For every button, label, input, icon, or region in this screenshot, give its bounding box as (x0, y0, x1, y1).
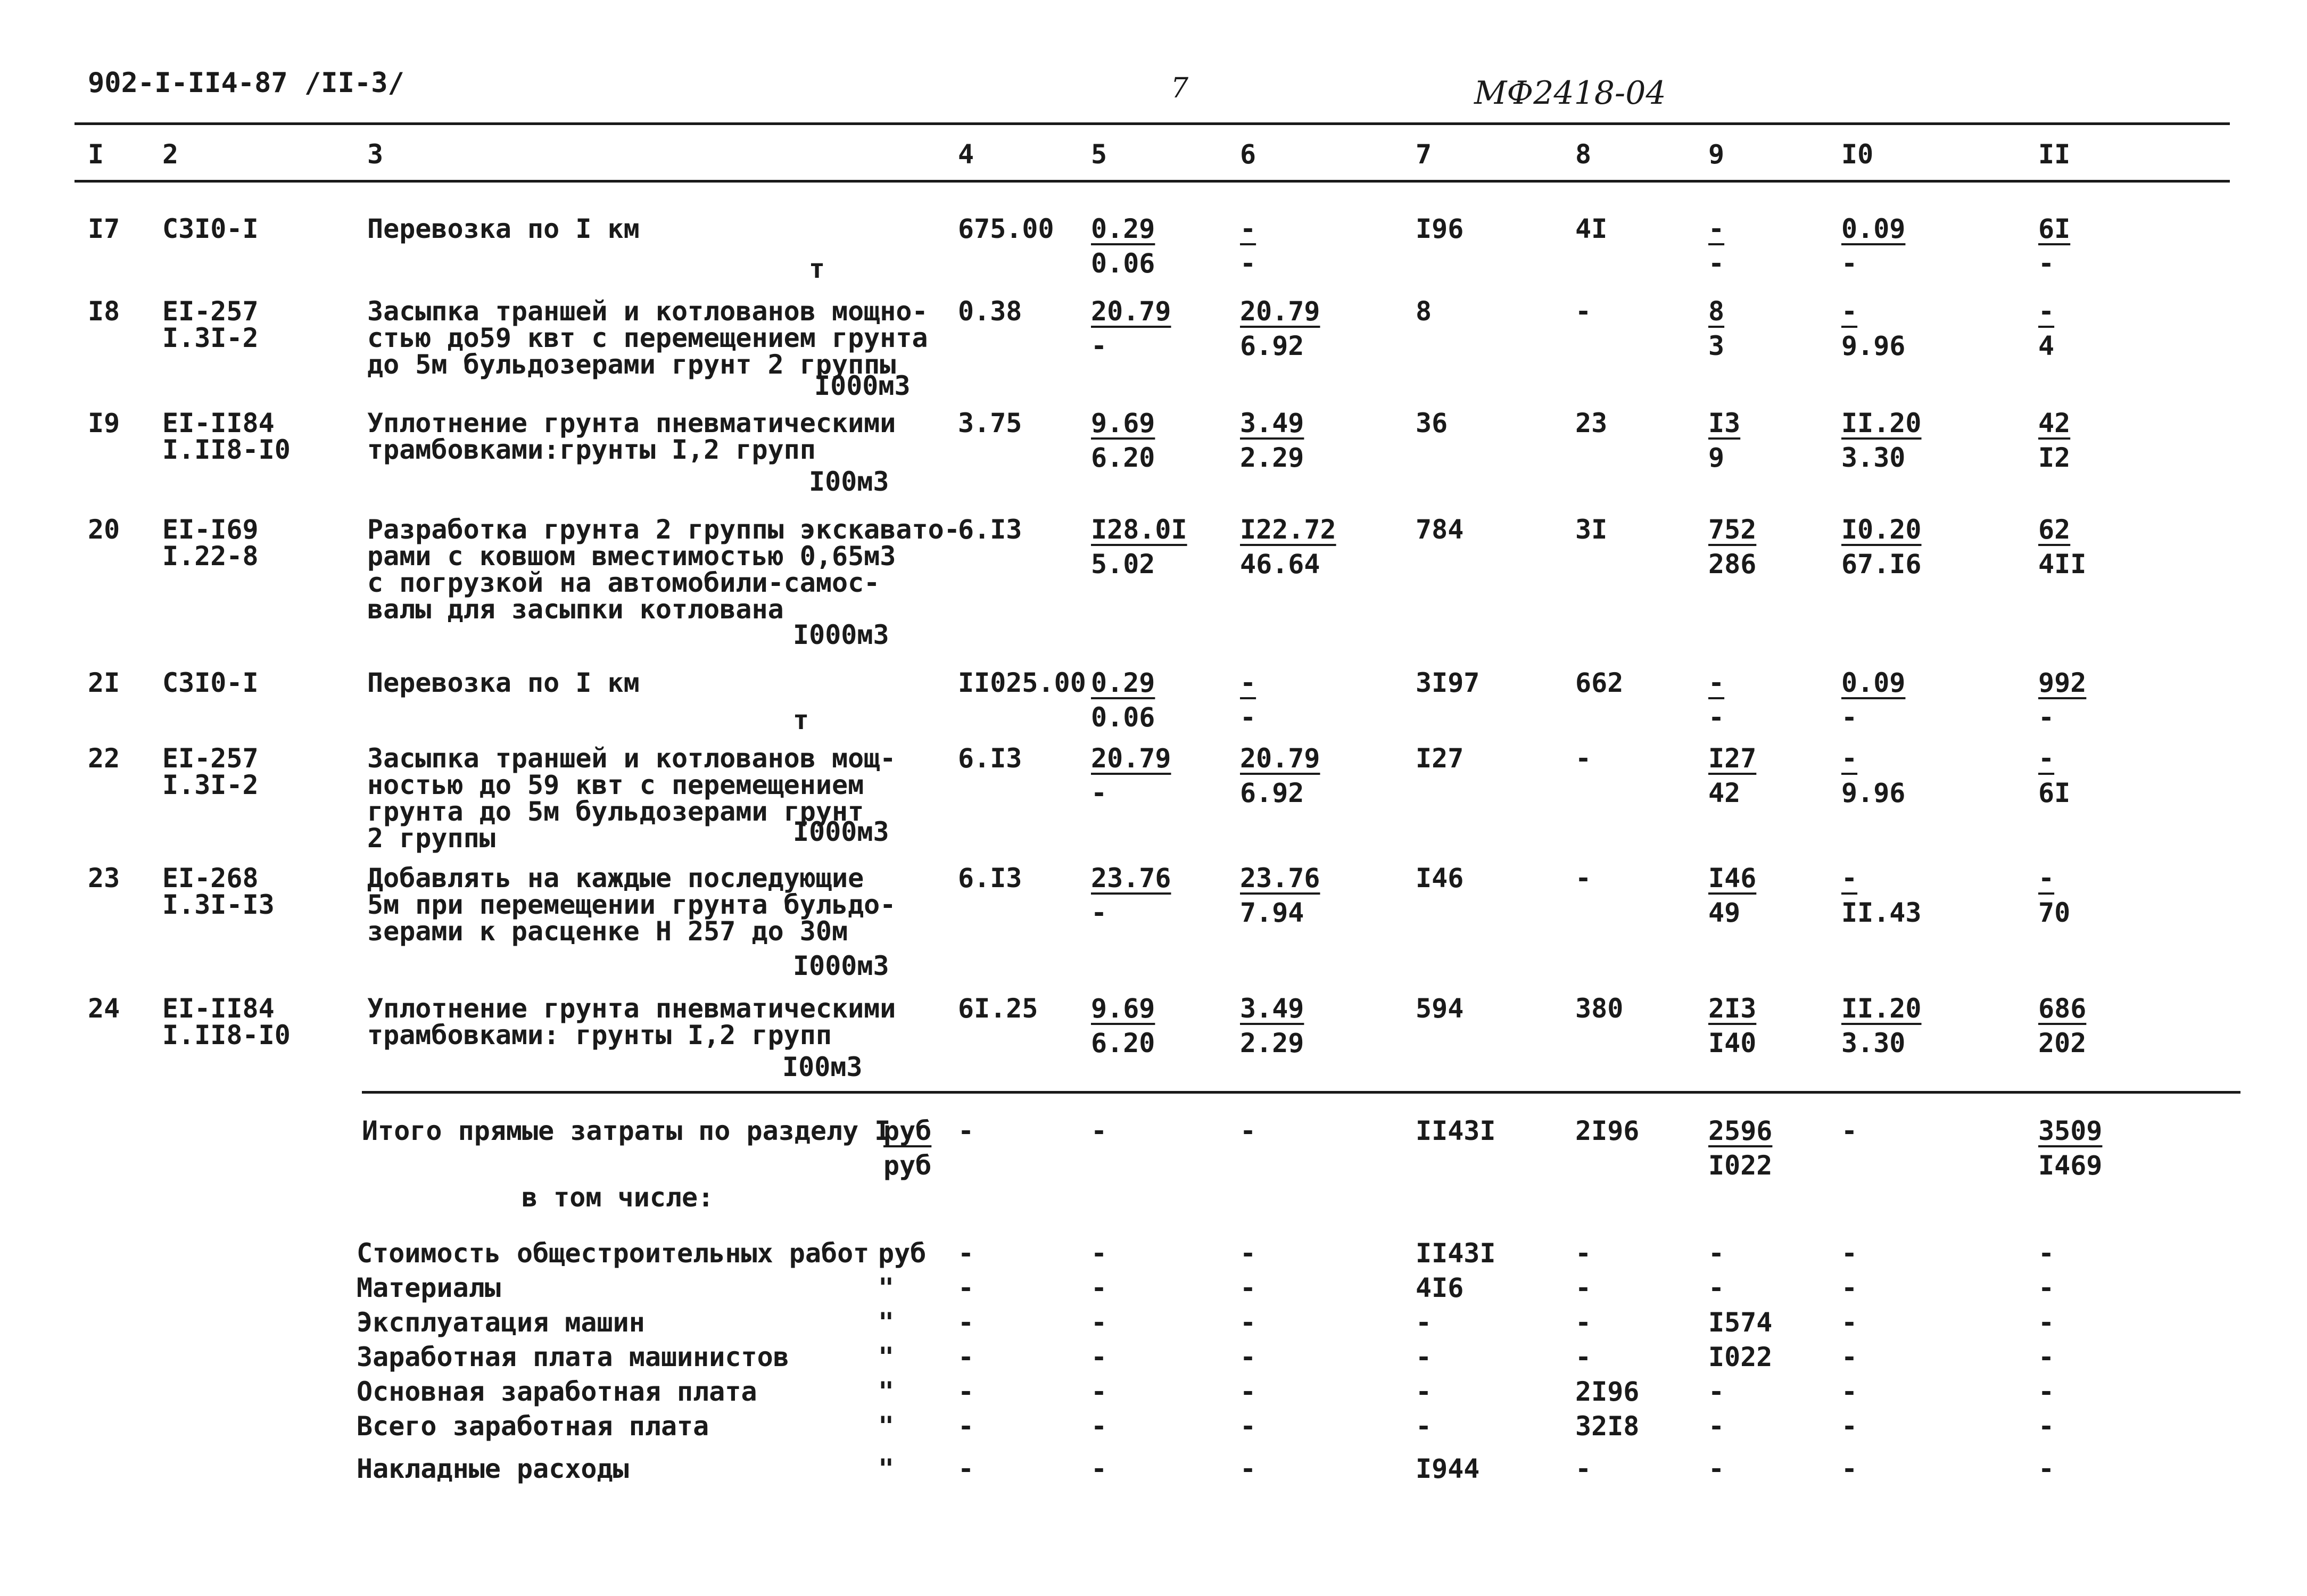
labor-unit: 0.09 (1841, 667, 1906, 698)
machinist-labor-unit: 9.96 (1841, 778, 1906, 808)
breakdown-c11: - (2038, 1453, 2055, 1484)
total-cost: 594 (1416, 993, 1464, 1024)
machine-cost: 8 (1708, 296, 1725, 327)
labor-total: 6I (2038, 213, 2071, 244)
machinist-labor-total: 6I (2038, 778, 2071, 808)
unit-of-measure: т (793, 705, 809, 735)
machinist-labor-unit: 9.96 (1841, 330, 1906, 361)
breakdown-c5: - (1091, 1272, 1107, 1303)
breakdown-c9: - (1708, 1453, 1725, 1484)
total-wage: - (1575, 296, 1592, 327)
labor-total: - (2038, 863, 2055, 894)
machinist-wage: I40 (1708, 1028, 1757, 1059)
machinist-labor-unit: II.43 (1841, 897, 1922, 928)
breakdown-unit: " (878, 1307, 895, 1338)
column-header-2: 2 (162, 139, 179, 170)
total-wage: 23 (1575, 408, 1608, 439)
unit-cost-total: 9.69 (1091, 408, 1155, 439)
breakdown-unit: руб (878, 1238, 927, 1269)
unit-machinist-wage: 6.92 (1240, 778, 1304, 808)
breakdown-c11: - (2038, 1376, 2055, 1407)
machine-cost: 2I3 (1708, 993, 1757, 1024)
breakdown-label: Заработная плата машинистов (357, 1342, 789, 1372)
machinist-wage: 42 (1708, 778, 1741, 808)
unit-cost-total: 9.69 (1091, 993, 1155, 1024)
total-c10: - (1841, 1115, 1858, 1146)
machinist-wage: 9 (1708, 442, 1725, 473)
breakdown-c10: - (1841, 1411, 1858, 1442)
breakdown-c7: I944 (1416, 1453, 1480, 1484)
unit-machine-cost: 20.79 (1240, 296, 1320, 327)
total-cost: 36 (1416, 408, 1448, 439)
labor-unit: - (1841, 743, 1858, 774)
machinist-labor-unit: 67.I6 (1841, 549, 1922, 580)
breakdown-c7: - (1416, 1376, 1432, 1407)
work-description: Перевозка по I км (367, 667, 640, 698)
handwritten-stamp: МФ2418-04 (1474, 75, 1666, 112)
breakdown-c5: - (1091, 1342, 1107, 1372)
quantity: II025.00 (958, 667, 1086, 698)
breakdown-c6: - (1240, 1307, 1256, 1338)
work-description: Уплотнение грунта пневматическими трамбовками: грунты I,2 групп (367, 993, 896, 1051)
header-bottom-rule (75, 180, 2230, 183)
breakdown-c7: - (1416, 1307, 1432, 1338)
unit-machine-cost: - (1240, 213, 1256, 244)
labor-total: 992 (2038, 667, 2087, 698)
breakdown-c8: - (1575, 1238, 1592, 1269)
unit-machine-cost: I22.72 (1240, 514, 1336, 545)
breakdown-c9: - (1708, 1238, 1725, 1269)
unit-machinist-wage: 7.94 (1240, 897, 1304, 928)
unit-of-measure: I00м3 (782, 1052, 863, 1082)
total-c8: 2I96 (1575, 1115, 1640, 1146)
header-top-rule (75, 122, 2230, 125)
breakdown-c5: - (1091, 1411, 1107, 1442)
breakdown-c5: - (1091, 1307, 1107, 1338)
unit-cost-wage: - (1091, 330, 1107, 361)
row-number: 22 (88, 743, 120, 774)
breakdown-c4: - (958, 1411, 974, 1442)
unit-cost-total: 0.29 (1091, 667, 1155, 698)
total-cost: 8 (1416, 296, 1432, 327)
machine-cost: I46 (1708, 863, 1757, 894)
breakdown-c4: - (958, 1453, 974, 1484)
row-number: I7 (88, 213, 120, 244)
breakdown-c9: - (1708, 1272, 1725, 1303)
labor-total: - (2038, 296, 2055, 327)
column-header-8: 8 (1575, 139, 1592, 170)
breakdown-c11: - (2038, 1238, 2055, 1269)
quantity: 6I.25 (958, 993, 1038, 1024)
breakdown-unit: " (878, 1411, 895, 1442)
breakdown-c8: - (1575, 1307, 1592, 1338)
breakdown-c11: - (2038, 1411, 2055, 1442)
unit-of-measure: I00м3 (809, 466, 889, 497)
machinist-wage: - (1708, 248, 1725, 279)
labor-total: 686 (2038, 993, 2087, 1024)
rate-code: С3I0-I (162, 213, 259, 244)
breakdown-unit: " (878, 1376, 895, 1407)
labor-unit: - (1841, 296, 1858, 327)
row-number: I9 (88, 408, 120, 439)
quantity: 0.38 (958, 296, 1022, 327)
total-c11: 3509 (2038, 1115, 2103, 1146)
quantity: 6.I3 (958, 863, 1022, 894)
machine-cost: 752 (1708, 514, 1757, 545)
breakdown-c11: - (2038, 1272, 2055, 1303)
unit-cost-wage: 6.20 (1091, 442, 1155, 473)
rate-code: ЕI-I69 I.22-8 (162, 514, 259, 572)
rate-code: ЕI-257 I.3I-2 (162, 296, 259, 353)
column-header-7: 7 (1416, 139, 1432, 170)
breakdown-label: Накладные расходы (357, 1453, 629, 1484)
column-header-11: II (2038, 139, 2071, 170)
breakdown-c10: - (1841, 1342, 1858, 1372)
unit-cost-wage: 0.06 (1091, 702, 1155, 733)
document-code: 902-I-II4-87 /II-3/ (88, 67, 404, 99)
work-description: Засыпка траншей и котлованов мощ- ностью до 59 квт с перемещением грунта до 5м бульдозерами грунт 2 группы (367, 743, 896, 854)
breakdown-c10: - (1841, 1307, 1858, 1338)
machinist-wage: 49 (1708, 897, 1741, 928)
unit-cost-wage: 6.20 (1091, 1028, 1155, 1059)
unit-machinist-wage: 2.29 (1240, 442, 1304, 473)
machinist-wage: 3 (1708, 330, 1725, 361)
breakdown-c9: - (1708, 1411, 1725, 1442)
breakdown-c9: - (1708, 1376, 1725, 1407)
total-cost: I27 (1416, 743, 1464, 774)
breakdown-label: Основная заработная плата (357, 1376, 757, 1407)
machine-cost: I27 (1708, 743, 1757, 774)
total-wage: 3I (1575, 514, 1608, 545)
unit-machine-cost: 3.49 (1240, 993, 1304, 1024)
machinist-labor-total: 4 (2038, 330, 2055, 361)
breakdown-c4: - (958, 1272, 974, 1303)
unit-of-measure: т (809, 253, 825, 284)
breakdown-c4: - (958, 1238, 974, 1269)
unit-machinist-wage: - (1240, 702, 1256, 733)
machine-cost: - (1708, 667, 1725, 698)
unit-cost-wage: - (1091, 778, 1107, 808)
breakdown-c7: - (1416, 1342, 1432, 1372)
breakdown-c10: - (1841, 1376, 1858, 1407)
unit-of-measure: I000м3 (793, 816, 889, 847)
unit-machinist-wage: 46.64 (1240, 549, 1320, 580)
total-wage: 4I (1575, 213, 1608, 244)
breakdown-c8: 32I8 (1575, 1411, 1640, 1442)
breakdown-unit: " (878, 1342, 895, 1372)
quantity: 675.00 (958, 213, 1054, 244)
breakdown-c7: - (1416, 1411, 1432, 1442)
total-c7: II43I (1416, 1115, 1496, 1146)
unit-cost-total: 20.79 (1091, 743, 1171, 774)
page-number: 7 (1171, 72, 1189, 104)
quantity: 6.I3 (958, 514, 1022, 545)
breakdown-c10: - (1841, 1272, 1858, 1303)
including-label: в том числе: (522, 1182, 714, 1213)
column-header-10: I0 (1841, 139, 1874, 170)
breakdown-c11: - (2038, 1307, 2055, 1338)
unit-cost-total: 20.79 (1091, 296, 1171, 327)
breakdown-c6: - (1240, 1272, 1256, 1303)
breakdown-c5: - (1091, 1453, 1107, 1484)
breakdown-label: Всего заработная плата (357, 1411, 709, 1442)
machinist-labor-unit: - (1841, 702, 1858, 733)
breakdown-c8: - (1575, 1342, 1592, 1372)
rate-code: ЕI-II84 I.II8-I0 (162, 993, 291, 1051)
total-c9-second: I022 (1708, 1150, 1773, 1181)
labor-total: - (2038, 743, 2055, 774)
rate-code: ЕI-268 I.3I-I3 (162, 863, 275, 920)
labor-total: 62 (2038, 514, 2071, 545)
breakdown-c8: - (1575, 1453, 1592, 1484)
machinist-labor-unit: 3.30 (1841, 442, 1906, 473)
breakdown-c4: - (958, 1376, 974, 1407)
column-header-9: 9 (1708, 139, 1725, 170)
machinist-labor-total: 4II (2038, 549, 2087, 580)
breakdown-c6: - (1240, 1411, 1256, 1442)
machinist-wage: - (1708, 702, 1725, 733)
row-number: 23 (88, 863, 120, 894)
machine-cost: - (1708, 213, 1725, 244)
work-description: Уплотнение грунта пневматическими трамбовками:грунты I,2 групп (367, 408, 896, 465)
breakdown-c6: - (1240, 1342, 1256, 1372)
row-number: I8 (88, 296, 120, 327)
breakdown-c5: - (1091, 1376, 1107, 1407)
unit-cost-wage: 5.02 (1091, 549, 1155, 580)
labor-unit: II.20 (1841, 993, 1922, 1024)
quantity: 3.75 (958, 408, 1022, 439)
unit-cost-total: I28.0I (1091, 514, 1187, 545)
machinist-labor-total: 70 (2038, 897, 2071, 928)
unit-cost-total: 0.29 (1091, 213, 1155, 244)
total-c5: - (1091, 1115, 1107, 1146)
work-description: Засыпка траншей и котлованов мощно- стью до59 квт с перемещением грунта до 5м бульдозерами грунт 2 группы (367, 296, 928, 380)
column-header-4: 4 (958, 139, 974, 170)
machinist-labor-unit: - (1841, 248, 1858, 279)
work-description: Перевозка по I км (367, 213, 640, 244)
rate-code: ЕI-II84 I.II8-I0 (162, 408, 291, 465)
unit-of-measure: I000м3 (793, 619, 889, 650)
total-wage: 662 (1575, 667, 1624, 698)
total-cost: 784 (1416, 514, 1464, 545)
unit-machinist-wage: 2.29 (1240, 1028, 1304, 1059)
row-number: 2I (88, 667, 120, 698)
unit-cost-total: 23.76 (1091, 863, 1171, 894)
total-rule (362, 1091, 2240, 1094)
total-c11-second: I469 (2038, 1150, 2103, 1181)
machinist-labor-total: - (2038, 702, 2055, 733)
unit-machinist-wage: 6.92 (1240, 330, 1304, 361)
machinist-labor-total: I2 (2038, 442, 2071, 473)
total-unit-second: руб (883, 1150, 932, 1181)
total-cost: I46 (1416, 863, 1464, 894)
row-number: 24 (88, 993, 120, 1024)
unit-of-measure: I000м3 (793, 950, 889, 981)
column-header-5: 5 (1091, 139, 1107, 170)
work-description: Разработка грунта 2 группы экскавато- рами с ковшом вместимостью 0,65м3 с погрузкой на автомобили-самос- валы для засыпки котлована (367, 514, 960, 625)
quantity: 6.I3 (958, 743, 1022, 774)
row-number: 20 (88, 514, 120, 545)
breakdown-c8: - (1575, 1272, 1592, 1303)
total-wage: 380 (1575, 993, 1624, 1024)
breakdown-c9: I574 (1708, 1307, 1773, 1338)
labor-unit: I0.20 (1841, 514, 1922, 545)
labor-total: 42 (2038, 408, 2071, 439)
breakdown-c6: - (1240, 1453, 1256, 1484)
total-wage: - (1575, 863, 1592, 894)
breakdown-unit: " (878, 1272, 895, 1303)
machinist-labor-total: - (2038, 248, 2055, 279)
breakdown-c4: - (958, 1342, 974, 1372)
breakdown-label: Эксплуатация машин (357, 1307, 645, 1338)
breakdown-c10: - (1841, 1453, 1858, 1484)
unit-machine-cost: 23.76 (1240, 863, 1320, 894)
machinist-wage: 286 (1708, 549, 1757, 580)
rate-code: ЕI-257 I.3I-2 (162, 743, 259, 800)
column-header-6: 6 (1240, 139, 1256, 170)
breakdown-c8: 2I96 (1575, 1376, 1640, 1407)
column-header-3: 3 (367, 139, 384, 170)
unit-machinist-wage: - (1240, 248, 1256, 279)
labor-unit: - (1841, 863, 1858, 894)
total-c4: - (958, 1115, 974, 1146)
unit-machine-cost: - (1240, 667, 1256, 698)
unit-machine-cost: 20.79 (1240, 743, 1320, 774)
breakdown-c11: - (2038, 1342, 2055, 1372)
total-cost: 3I97 (1416, 667, 1480, 698)
breakdown-unit: " (878, 1453, 895, 1484)
breakdown-label: Стоимость общестроительных работ (357, 1238, 870, 1269)
total-c9: 2596 (1708, 1115, 1773, 1146)
machinist-labor-unit: 3.30 (1841, 1028, 1906, 1059)
total-c6: - (1240, 1115, 1256, 1146)
breakdown-c6: - (1240, 1238, 1256, 1269)
total-label: Итого прямые затраты по разделу I (362, 1115, 891, 1146)
breakdown-c6: - (1240, 1376, 1256, 1407)
breakdown-label: Материалы (357, 1272, 501, 1303)
unit-machine-cost: 3.49 (1240, 408, 1304, 439)
unit-cost-wage: 0.06 (1091, 248, 1155, 279)
total-cost: I96 (1416, 213, 1464, 244)
machine-cost: I3 (1708, 408, 1741, 439)
breakdown-c7: II43I (1416, 1238, 1496, 1269)
machinist-labor-total: 202 (2038, 1028, 2087, 1059)
breakdown-c9: I022 (1708, 1342, 1773, 1372)
unit-of-measure: I000м3 (814, 370, 911, 401)
total-unit: руб (883, 1115, 932, 1146)
rate-code: С3I0-I (162, 667, 259, 698)
breakdown-c10: - (1841, 1238, 1858, 1269)
unit-cost-wage: - (1091, 897, 1107, 928)
breakdown-c7: 4I6 (1416, 1272, 1464, 1303)
breakdown-c5: - (1091, 1238, 1107, 1269)
labor-unit: 0.09 (1841, 213, 1906, 244)
labor-unit: II.20 (1841, 408, 1922, 439)
column-header-1: I (88, 139, 104, 170)
work-description: Добавлять на каждые последующие 5м при перемещении грунта бульдо- зерами к расценке Н 257 до 30м (367, 863, 896, 947)
total-wage: - (1575, 743, 1592, 774)
breakdown-c4: - (958, 1307, 974, 1338)
